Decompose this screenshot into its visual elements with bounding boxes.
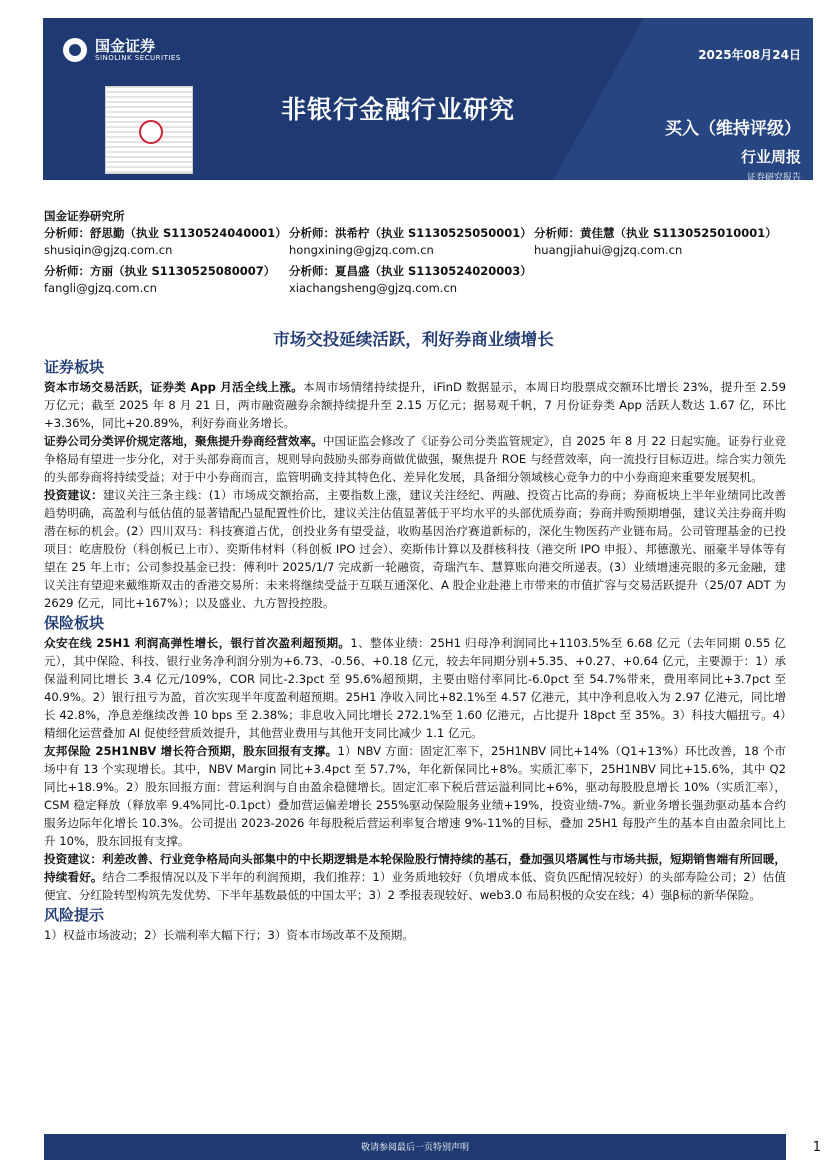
analyst-name: 分析师：方丽（执业 S1130525080007） [44,264,276,278]
report-type: 行业周报 [740,148,801,166]
page-number: 1 [812,1140,821,1155]
paragraph [44,850,786,904]
analyst-row [44,263,779,297]
analyst-block [44,208,779,297]
paragraph-lead: 投资建议： [44,488,103,502]
paragraph-lead: 资本市场交易活跃，证券类 App 月活全线上涨。 [44,380,304,394]
footer-bar [44,1134,786,1160]
paragraph-text: 中国证监会修改了《证券公司分类监管规定》，自 2025 年 8 月 22 日起实施。证券行业竞争格局有望进一步分化，对于头部券商而言，规则导向鼓励头部券商做优做强，聚焦提升 ROE 与经营效率，向一流投行目标迈进。综合实力领先的头部券商将持续受益；对于中小券商而言，监管明确支持其特色化、差异化发展，具备细分领域核心竞争力的中小券商迎来重要发展契机。 [44,434,786,484]
paragraph-text: 建议关注三条主线：(1）市场成交额抬高，主要指数上涨，建议关注经纪、两融、投资占比高的券商；券商板块上半年业绩同比改善趋势明确，高盈利与低估值的显著错配凸显配置性价比，建议关注估值显著低于平均水平的头部优质券商；券商并购预期增强，建议关注券商并购潜在标的机会。(2）四川双马：科技赛道占优，创投业务有望受益，收购基因治疗赛道新标的，深化生物医药产业链布局。公司管理基金的已投项目：屹唐股份（科创板已上市）、奕斯伟材料（科创板 IPO 过会）、奕斯伟计算以及群核科技（港交所 IPO 申报）、邦德激光、丽豪半导体等有望在 25 年上市；公司参投基金已投：傅利叶 2025/1/7 完成新一轮融资，奇瑞汽车、慧算账向港交所递表。(3）业绩增速亮眼的多元金融，建议关注有望迎来戴维斯双击的香港交易所：未来将继续受益于互联互通深化、A 股企业赴港上市带来的市值扩容与交易活跃提升（25/07 ADT 为 2629 亿元，同比+167%）；以及盛业、九方智投控股。 [44,488,787,610]
paragraph [44,432,786,486]
section-title-risk: 风险提示 [44,906,105,924]
paragraph-text: 本周市场情绪持续提升，iFinD 数据显示，本周日均股票成交额环比增长 23%，提升至 2.59 万亿元；截至 2025 年 8 月 21 日，两市融资融券余额持续提升至 2.15 万亿元；据易观千帆，7 月份证券类 App 活跃人数达 1.67 亿，环比+3.36%，同比+20.89%，利好券商业务增长。 [44,380,786,430]
report-headline: 市场交投延续活跃，利好券商业绩增长 [273,330,554,349]
analyst-card [289,263,534,297]
report-body [44,356,786,944]
paragraph [44,742,786,850]
company-logo [63,38,181,62]
qr-center-badge [139,120,163,144]
analyst-name: 分析师：舒思勤（执业 S1130524040001） [44,226,287,240]
report-date: 2025年08月24日 [698,48,801,62]
paragraph: 1）权益市场波动；2）长端利率大幅下行；3）资本市场改革不及预期。 [44,928,414,942]
report-header [43,18,813,183]
analyst-email: huangjiahui@gjzq.com.cn [534,243,683,257]
institute-name: 国金证券研究所 [44,209,125,223]
analyst-card [289,225,534,259]
paragraph [44,634,786,742]
logo-mark-icon [63,38,87,62]
paragraph-lead: 众安在线 25H1 利润高弹性增长，银行首次盈利超预期。 [44,636,351,650]
logo-subtitle: SINOLINK SECURITIES [95,54,181,62]
section-title-insurance: 保险板块 [44,614,105,632]
analyst-email: xiachangsheng@gjzq.com.cn [289,281,458,295]
report-title: 非银行金融行业研究 [281,95,516,124]
qr-code-icon [105,86,193,174]
paragraph-lead: 投资建议：利差改善、行业竞争格局向头部集中的中长期逻辑是本轮保险股行情持续的基石，叠加强贝塔属性与市场共振，短期销售端有所回暖，持续看好。 [44,852,787,884]
analyst-email: hongxining@gjzq.com.cn [289,243,434,257]
paragraph-lead: 友邦保险 25H1NBV 增长符合预期，股东回报有支撑。 [44,744,338,758]
analyst-card [44,225,289,259]
logo-name: 国金证券 [95,37,156,55]
disclaimer-link[interactable]: 敬请参阅最后一页特别声明 [360,1143,469,1153]
analyst-card [534,225,779,259]
paragraph-text: 1）NBV 方面：固定汇率下，25H1NBV 同比+14%（Q1+13%）环比改善，18 个市场中有 13 个实现增长。其中，NBV Margin 同比+3.4pct 至 57.7%，年化新保同比+8%。实质汇率下，25H1NBV 同比+15.6%，其中 Q2 同比+18.9%。2）股东回报方面：营运利润与自由盈余稳健增长。固定汇率下税后营运溢利同比+6%，驱动每股股息增长 10%（实质汇率），CSM 稳定释放（释放率 9.4%同比-0.1pct）叠加营运偏差增长 255%驱动保险服务业绩+19%，投资业绩-7%。新业务增长强劲驱动基本合约服务边际年化增长 10.3%。公司提出 2023-2026 年每股税后营运利率复合增速 9%-11%的目标，叠加 25H1 每股产生的基本自由盈余同比上升 10%，股东回报有支撑。 [44,744,786,848]
analyst-name: 分析师：洪希柠（执业 S1130525050001） [289,226,532,240]
rating: 买入（维持评级） [665,119,801,139]
analyst-row [44,225,779,259]
analyst-card [44,263,289,297]
analyst-email: fangli@gjzq.com.cn [44,281,157,295]
report-subtype: 证券研究报告 [746,173,801,183]
analyst-email: shusiqin@gjzq.com.cn [44,243,173,257]
paragraph [44,378,786,432]
paragraph-text: 结合二季报情况以及下半年的利润预期，我们推荐：1）业务质地较好（负增成本低、资负匹配情况较好）的头部寿险公司；2）估值便宜、分红险转型构筑先发优势、下半年基数最低的中国太平；3）2 季报表现较好、web3.0 布局积极的众安在线；4）强β标的新华保险。 [44,870,786,902]
paragraph-text: 1、整体业绩：25H1 归母净利润同比+1103.5%至 6.68 亿元（去年同期 0.55 亿元），其中保险、科技、银行业务净利润分别为+6.73、-0.56、+0.18 亿元，较去年同期分别+5.35、+0.27、+0.64 亿元，主要源于：1）承保溢利同比增长 3.4 亿元/109%，COR 同比-2.3pct 至 95.6%超预期，主要由赔付率同比-6.0pct 至 54.7%带来，费用率同比+3.7pct 至 40.9%。2）银行扭亏为盈，首次实现半年度盈利超预期。25H1 净收入同比+82.1%至 4.57 亿港元，其中净利息收入为 2.97 亿港元，同比增长 42.8%，净息差继续改善 10 bps 至 2.38%；非息收入同比增长 272.1%至 1.60 亿港元，占比提升 18pct 至 35%。3）科技大幅扭亏。4）精细化运营叠加 AI 促使经营质效提升，其他营业费用与其他开支同比减少 1.1 亿元。 [44,636,786,740]
paragraph-lead: 证券公司分类评价规定落地，聚焦提升券商经营效率。 [44,434,323,448]
analyst-name: 分析师：黄佳慧（执业 S1130525010001） [534,226,777,240]
section-title-securities: 证券板块 [44,358,105,376]
analyst-name: 分析师：夏昌盛（执业 S1130524020003） [289,264,532,278]
paragraph [44,486,786,612]
